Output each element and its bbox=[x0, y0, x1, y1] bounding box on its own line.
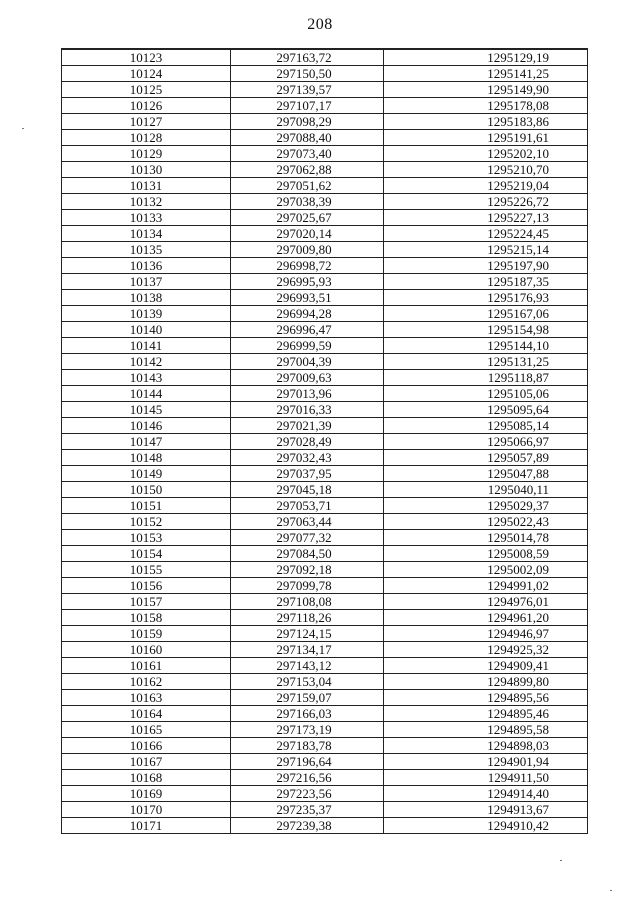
point-number-cell: 10131 bbox=[62, 178, 231, 194]
y-coordinate-cell: 1294898,03 bbox=[384, 738, 588, 754]
table-row bbox=[62, 450, 588, 466]
y-coordinate-cell: 1295226,72 bbox=[384, 194, 588, 210]
point-number-cell: 10162 bbox=[62, 674, 231, 690]
coordinates-table bbox=[61, 48, 588, 834]
table-row bbox=[62, 786, 588, 802]
y-coordinate-cell: 1295029,37 bbox=[384, 498, 588, 514]
table-row bbox=[62, 658, 588, 674]
table-row bbox=[62, 49, 588, 66]
y-coordinate-cell: 1294946,97 bbox=[384, 626, 588, 642]
y-coordinate-cell: 1295154,98 bbox=[384, 322, 588, 338]
x-coordinate-cell: 297063,44 bbox=[231, 514, 384, 530]
table-row bbox=[62, 386, 588, 402]
table-row bbox=[62, 482, 588, 498]
y-coordinate-cell: 1295210,70 bbox=[384, 162, 588, 178]
x-coordinate-cell: 297235,37 bbox=[231, 802, 384, 818]
x-coordinate-cell: 297009,80 bbox=[231, 242, 384, 258]
x-coordinate-cell: 297124,15 bbox=[231, 626, 384, 642]
x-coordinate-cell: 297084,50 bbox=[231, 546, 384, 562]
point-number-cell: 10150 bbox=[62, 482, 231, 498]
x-coordinate-cell: 297216,56 bbox=[231, 770, 384, 786]
table-row bbox=[62, 690, 588, 706]
table-row bbox=[62, 274, 588, 290]
x-coordinate-cell: 297153,04 bbox=[231, 674, 384, 690]
table-row bbox=[62, 82, 588, 98]
x-coordinate-cell: 297223,56 bbox=[231, 786, 384, 802]
y-coordinate-cell: 1294913,67 bbox=[384, 802, 588, 818]
table-row bbox=[62, 818, 588, 834]
x-coordinate-cell: 297166,03 bbox=[231, 706, 384, 722]
x-coordinate-cell: 297032,43 bbox=[231, 450, 384, 466]
point-number-cell: 10134 bbox=[62, 226, 231, 242]
y-coordinate-cell: 1294925,32 bbox=[384, 642, 588, 658]
point-number-cell: 10129 bbox=[62, 146, 231, 162]
point-number-cell: 10146 bbox=[62, 418, 231, 434]
point-number-cell: 10164 bbox=[62, 706, 231, 722]
point-number-cell: 10139 bbox=[62, 306, 231, 322]
table-row bbox=[62, 546, 588, 562]
point-number-cell: 10130 bbox=[62, 162, 231, 178]
table-row bbox=[62, 66, 588, 82]
x-coordinate-cell: 296995,93 bbox=[231, 274, 384, 290]
point-number-cell: 10135 bbox=[62, 242, 231, 258]
table-row bbox=[62, 178, 588, 194]
table-row bbox=[62, 322, 588, 338]
y-coordinate-cell: 1294961,20 bbox=[384, 610, 588, 626]
table-row bbox=[62, 434, 588, 450]
x-coordinate-cell: 297196,64 bbox=[231, 754, 384, 770]
x-coordinate-cell: 297009,63 bbox=[231, 370, 384, 386]
point-number-cell: 10149 bbox=[62, 466, 231, 482]
x-coordinate-cell: 296996,47 bbox=[231, 322, 384, 338]
x-coordinate-cell: 296999,59 bbox=[231, 338, 384, 354]
point-number-cell: 10161 bbox=[62, 658, 231, 674]
y-coordinate-cell: 1294899,80 bbox=[384, 674, 588, 690]
point-number-cell: 10159 bbox=[62, 626, 231, 642]
table-row bbox=[62, 226, 588, 242]
point-number-cell: 10169 bbox=[62, 786, 231, 802]
point-number-cell: 10147 bbox=[62, 434, 231, 450]
y-coordinate-cell: 1295144,10 bbox=[384, 338, 588, 354]
point-number-cell: 10158 bbox=[62, 610, 231, 626]
y-coordinate-cell: 1294909,41 bbox=[384, 658, 588, 674]
y-coordinate-cell: 1295197,90 bbox=[384, 258, 588, 274]
x-coordinate-cell: 297016,33 bbox=[231, 402, 384, 418]
point-number-cell: 10128 bbox=[62, 130, 231, 146]
table-row bbox=[62, 498, 588, 514]
table-row bbox=[62, 306, 588, 322]
x-coordinate-cell: 297134,17 bbox=[231, 642, 384, 658]
y-coordinate-cell: 1294914,40 bbox=[384, 786, 588, 802]
point-number-cell: 10133 bbox=[62, 210, 231, 226]
x-coordinate-cell: 297021,39 bbox=[231, 418, 384, 434]
x-coordinate-cell: 297028,49 bbox=[231, 434, 384, 450]
point-number-cell: 10126 bbox=[62, 98, 231, 114]
table-row bbox=[62, 98, 588, 114]
x-coordinate-cell: 297073,40 bbox=[231, 146, 384, 162]
y-coordinate-cell: 1295141,25 bbox=[384, 66, 588, 82]
y-coordinate-cell: 1295219,04 bbox=[384, 178, 588, 194]
x-coordinate-cell: 297163,72 bbox=[231, 49, 384, 66]
x-coordinate-cell: 297038,39 bbox=[231, 194, 384, 210]
table-row bbox=[62, 738, 588, 754]
table-row bbox=[62, 290, 588, 306]
y-coordinate-cell: 1295047,88 bbox=[384, 466, 588, 482]
point-number-cell: 10167 bbox=[62, 754, 231, 770]
table-row bbox=[62, 354, 588, 370]
table-row bbox=[62, 210, 588, 226]
point-number-cell: 10143 bbox=[62, 370, 231, 386]
table-row bbox=[62, 642, 588, 658]
y-coordinate-cell: 1295095,64 bbox=[384, 402, 588, 418]
y-coordinate-cell: 1294895,56 bbox=[384, 690, 588, 706]
table-row bbox=[62, 242, 588, 258]
x-coordinate-cell: 297053,71 bbox=[231, 498, 384, 514]
x-coordinate-cell: 297118,26 bbox=[231, 610, 384, 626]
y-coordinate-cell: 1295129,19 bbox=[384, 49, 588, 66]
y-coordinate-cell: 1295118,87 bbox=[384, 370, 588, 386]
scan-speck bbox=[560, 860, 562, 861]
x-coordinate-cell: 297020,14 bbox=[231, 226, 384, 242]
table-row bbox=[62, 802, 588, 818]
y-coordinate-cell: 1295040,11 bbox=[384, 482, 588, 498]
x-coordinate-cell: 297037,95 bbox=[231, 466, 384, 482]
point-number-cell: 10165 bbox=[62, 722, 231, 738]
x-coordinate-cell: 297088,40 bbox=[231, 130, 384, 146]
table-row bbox=[62, 370, 588, 386]
y-coordinate-cell: 1295224,45 bbox=[384, 226, 588, 242]
table-row bbox=[62, 722, 588, 738]
x-coordinate-cell: 297183,78 bbox=[231, 738, 384, 754]
y-coordinate-cell: 1295002,09 bbox=[384, 562, 588, 578]
point-number-cell: 10151 bbox=[62, 498, 231, 514]
x-coordinate-cell: 297099,78 bbox=[231, 578, 384, 594]
table-row bbox=[62, 594, 588, 610]
table-row bbox=[62, 114, 588, 130]
x-coordinate-cell: 296994,28 bbox=[231, 306, 384, 322]
y-coordinate-cell: 1295178,08 bbox=[384, 98, 588, 114]
point-number-cell: 10170 bbox=[62, 802, 231, 818]
y-coordinate-cell: 1295008,59 bbox=[384, 546, 588, 562]
y-coordinate-cell: 1295066,97 bbox=[384, 434, 588, 450]
point-number-cell: 10154 bbox=[62, 546, 231, 562]
point-number-cell: 10141 bbox=[62, 338, 231, 354]
table-row bbox=[62, 562, 588, 578]
x-coordinate-cell: 297150,50 bbox=[231, 66, 384, 82]
y-coordinate-cell: 1295183,86 bbox=[384, 114, 588, 130]
x-coordinate-cell: 296998,72 bbox=[231, 258, 384, 274]
x-coordinate-cell: 297159,07 bbox=[231, 690, 384, 706]
y-coordinate-cell: 1295131,25 bbox=[384, 354, 588, 370]
x-coordinate-cell: 297045,18 bbox=[231, 482, 384, 498]
table-row bbox=[62, 578, 588, 594]
table-row bbox=[62, 258, 588, 274]
x-coordinate-cell: 297013,96 bbox=[231, 386, 384, 402]
y-coordinate-cell: 1295191,61 bbox=[384, 130, 588, 146]
x-coordinate-cell: 297092,18 bbox=[231, 562, 384, 578]
y-coordinate-cell: 1294901,94 bbox=[384, 754, 588, 770]
point-number-cell: 10156 bbox=[62, 578, 231, 594]
point-number-cell: 10137 bbox=[62, 274, 231, 290]
y-coordinate-cell: 1295022,43 bbox=[384, 514, 588, 530]
y-coordinate-cell: 1295176,93 bbox=[384, 290, 588, 306]
point-number-cell: 10153 bbox=[62, 530, 231, 546]
point-number-cell: 10152 bbox=[62, 514, 231, 530]
table-row bbox=[62, 530, 588, 546]
point-number-cell: 10132 bbox=[62, 194, 231, 210]
x-coordinate-cell: 297107,17 bbox=[231, 98, 384, 114]
point-number-cell: 10142 bbox=[62, 354, 231, 370]
point-number-cell: 10127 bbox=[62, 114, 231, 130]
point-number-cell: 10148 bbox=[62, 450, 231, 466]
x-coordinate-cell: 297108,08 bbox=[231, 594, 384, 610]
scan-speck bbox=[610, 890, 612, 891]
scan-speck bbox=[22, 128, 24, 129]
y-coordinate-cell: 1295215,14 bbox=[384, 242, 588, 258]
x-coordinate-cell: 297004,39 bbox=[231, 354, 384, 370]
y-coordinate-cell: 1295202,10 bbox=[384, 146, 588, 162]
point-number-cell: 10144 bbox=[62, 386, 231, 402]
y-coordinate-cell: 1295187,35 bbox=[384, 274, 588, 290]
y-coordinate-cell: 1295014,78 bbox=[384, 530, 588, 546]
table-row bbox=[62, 514, 588, 530]
x-coordinate-cell: 297077,32 bbox=[231, 530, 384, 546]
point-number-cell: 10123 bbox=[62, 49, 231, 66]
table-row bbox=[62, 418, 588, 434]
table-row bbox=[62, 706, 588, 722]
y-coordinate-cell: 1294895,46 bbox=[384, 706, 588, 722]
table-row bbox=[62, 466, 588, 482]
x-coordinate-cell: 297025,67 bbox=[231, 210, 384, 226]
y-coordinate-cell: 1295167,06 bbox=[384, 306, 588, 322]
x-coordinate-cell: 297051,62 bbox=[231, 178, 384, 194]
x-coordinate-cell: 297143,12 bbox=[231, 658, 384, 674]
table-row bbox=[62, 130, 588, 146]
point-number-cell: 10168 bbox=[62, 770, 231, 786]
point-number-cell: 10155 bbox=[62, 562, 231, 578]
point-number-cell: 10160 bbox=[62, 642, 231, 658]
point-number-cell: 10138 bbox=[62, 290, 231, 306]
y-coordinate-cell: 1294991,02 bbox=[384, 578, 588, 594]
x-coordinate-cell: 297062,88 bbox=[231, 162, 384, 178]
table-row bbox=[62, 770, 588, 786]
table-row bbox=[62, 338, 588, 354]
page-number: 208 bbox=[307, 16, 333, 33]
y-coordinate-cell: 1295149,90 bbox=[384, 82, 588, 98]
y-coordinate-cell: 1295085,14 bbox=[384, 418, 588, 434]
point-number-cell: 10125 bbox=[62, 82, 231, 98]
y-coordinate-cell: 1295227,13 bbox=[384, 210, 588, 226]
point-number-cell: 10157 bbox=[62, 594, 231, 610]
x-coordinate-cell: 297098,29 bbox=[231, 114, 384, 130]
point-number-cell: 10124 bbox=[62, 66, 231, 82]
table-row bbox=[62, 194, 588, 210]
y-coordinate-cell: 1295105,06 bbox=[384, 386, 588, 402]
x-coordinate-cell: 297139,57 bbox=[231, 82, 384, 98]
coordinates-table-body bbox=[62, 49, 588, 834]
table-row bbox=[62, 162, 588, 178]
point-number-cell: 10145 bbox=[62, 402, 231, 418]
y-coordinate-cell: 1294911,50 bbox=[384, 770, 588, 786]
table-row bbox=[62, 626, 588, 642]
y-coordinate-cell: 1294895,58 bbox=[384, 722, 588, 738]
table-row bbox=[62, 146, 588, 162]
table-row bbox=[62, 674, 588, 690]
point-number-cell: 10166 bbox=[62, 738, 231, 754]
x-coordinate-cell: 297239,38 bbox=[231, 818, 384, 834]
point-number-cell: 10140 bbox=[62, 322, 231, 338]
x-coordinate-cell: 297173,19 bbox=[231, 722, 384, 738]
point-number-cell: 10163 bbox=[62, 690, 231, 706]
y-coordinate-cell: 1294976,01 bbox=[384, 594, 588, 610]
y-coordinate-cell: 1294910,42 bbox=[384, 818, 588, 834]
point-number-cell: 10136 bbox=[62, 258, 231, 274]
point-number-cell: 10171 bbox=[62, 818, 231, 834]
table-row bbox=[62, 754, 588, 770]
table-row bbox=[62, 402, 588, 418]
y-coordinate-cell: 1295057,89 bbox=[384, 450, 588, 466]
x-coordinate-cell: 296993,51 bbox=[231, 290, 384, 306]
table-row bbox=[62, 610, 588, 626]
